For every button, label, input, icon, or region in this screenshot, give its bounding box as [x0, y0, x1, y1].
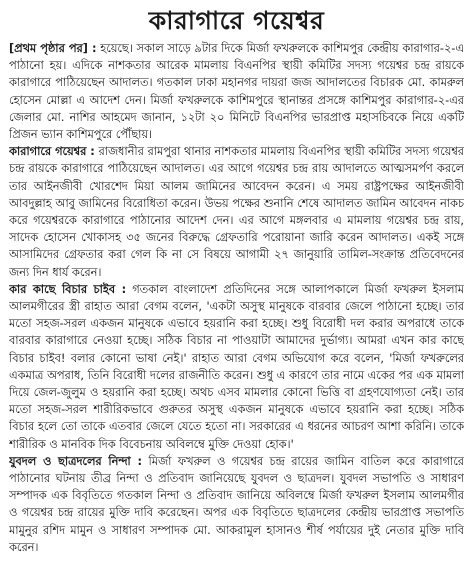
subhead-goyeshwar: কারাগারে গয়েশ্বর : [9, 145, 95, 159]
paragraph-goyeshwar [9, 143, 464, 281]
paragraph-condemnation [9, 453, 464, 556]
paragraph-continuation [9, 40, 464, 143]
article-body [9, 40, 464, 556]
headline: কারাগারে গয়েশ্বর [148, 6, 325, 35]
paragraph-text: রাজধানীর রামপুরা থানার নাশকতার মামলায় বিএনপির স্থায়ী কমিটির সদস্য গয়েশ্বর চন্দ্র রায়কে কারাগারে পাঠিয়েছেন আদালত। এর আগে গয়েশ্বর চন্দ্র রায় আদালতে আত্মসমর্পণ করলে তার আইনজীবী খোরশেদ মিয়া আলম জামিনের আবেদন করেন। এ সময় রাষ্ট্রপক্ষের আইনজীবী আবদুল্লাহ আবু জামিনের বিরোধিতা করেন। উভয় পক্ষের শুনানি শেষে আদালত জামিন আবেদন নাকচ করে গয়েশ্বরকে কারাগারে পাঠানোর আদেশ দেন। এর আগে মঙ্গলবার এ মামলায় গয়েশ্বর চন্দ্র রায়, সাদেক হোসেন খোকাসহ ৩৫ জনের বিরুদ্ধে গ্রেফতারি পরোয়ানা জারি করেন আদালত। একই সঙ্গে আসামিদের গ্রেফতার করা গেল কি না সে বিষয়ে আগামী ২৭ জানুয়ারি তামিল-সংক্রান্ত প্রতিবেদনের জন্য দিন ধার্য করেন। [9, 145, 464, 279]
paragraph-text: হয়েছে। সকাল সাড়ে ৯টার দিকে মির্জা ফখরুলকে কাশিমপুর কেন্দ্রীয় কারাগার-২-এ পাঠানো হয়। এদিকে নাশকতার আরেক মামলায় বিএনপির স্থায়ী কমিটির সদস্য গয়েশ্বর চন্দ্র রায়কে কারাগারে পাঠিয়েছেন আদালত। গতকাল ঢাকা মহানগর দায়রা জজ আদালতের বিচারক মো. কামরুল হোসেন মোল্লা এ আদেশ দেন। মির্জা ফখরুলকে কাশিমপুরে স্থানান্তর প্রসঙ্গে কাশিমপুর কারাগার-২-এর জেলার মো. নাশির আহমেদ জানান, ১২টা ২০ মিনিটে বিএনপির ভারপ্রাপ্ত মহাসচিবকে নিয়ে একটি প্রিজন ভ্যান কাশিমপুরে পৌঁছায়। [9, 42, 464, 142]
subhead-justice: কার কাছে বিচার চাইব : [9, 282, 127, 296]
subhead-condemnation: যুবদল ও ছাত্রদলের নিন্দা : [9, 454, 143, 468]
paragraph-justice [9, 281, 464, 453]
paragraph-text: মির্জা ফখরুল ও গয়েশ্বর চন্দ্র রায়ের জামিন বাতিল করে কারাগারে পাঠানোর ঘটনায় তীব্র নিন্দা ও প্রতিবাদ জানিয়েছে যুবদল ও ছাত্রদল। যুবদল সভাপতি ও সাধারণ সম্পাদক এক বিবৃতিতে গতকাল নিন্দা ও প্রতিবাদ জানিয়ে অবিলম্বে মির্জা ফখরুল ইসলাম আলমগীর ও গয়েশ্বর চন্দ্র রায়ের মুক্তি দাবি করেছেন। অপর এক বিবৃতিতে ছাত্রদলের কেন্দ্রীয় ভারপ্রাপ্ত সভাপতি মামুনুর রশিদ মামুন ও সাধারণ সম্পাদক মো. আকরামুল হাসানও শীর্ষ পর্যায়ের দুই নেতার মুক্তি দাবি করেন। [9, 454, 464, 554]
paragraph-text: গতকাল বাংলাদেশ প্রতিদিনের সঙ্গে আলাপকালে মির্জা ফখরুল ইসলাম আলমগীরের স্ত্রী রাহাত আরা বেগম বলেন, 'একটা অসুস্থ মানুষকে বারবার জেলে পাঠানো হচ্ছে। তার মতো সহজ-সরল একজন মানুষকে এভাবে হয়রানি করা হচ্ছে। শুধু বিরোধী দল করার অপরাধে তাকে বারবার কারাগারে নেওয়া হচ্ছে। সঠিক বিচার না পাওয়াটা আমাদের দুর্ভাগ্য। আমরা এখন কার কাছে বিচার চাইব! বলার কোনো ভাষা নেই।' রাহাত আরা বেগম অভিযোগ করে বলেন, 'মির্জা ফখরুলের একমাত্র অপরাধ, তিনি বিরোধী দলের রাজনীতি করেন। শুধু এ কারণে তার নামে একের পর এক মামলা দিয়ে জেল-জুলুম ও হয়রানি করা হচ্ছে। অথচ এসব মামলার কোনো ভিত্তি বা গ্রহণযোগ্যতা নেই। তার মতো সহজ-সরল শারীরিকভাবে গুরুতর অসুস্থ একজন মানুষকে এভাবে হয়রানি করা হচ্ছে। সঠিক বিচার হলে তো তাকে এতবার জেলে যেতে হতো না। সরকারের এ ধরনের আচরণ আশা করিনি। তাকে শারীরিক ও মানবিক দিক বিবেচনায় অবিলম্বে মুক্তি দেওয়া হোক।' [9, 282, 464, 451]
continuation-marker: [প্রথম পৃষ্ঠার পর] : [9, 42, 97, 55]
